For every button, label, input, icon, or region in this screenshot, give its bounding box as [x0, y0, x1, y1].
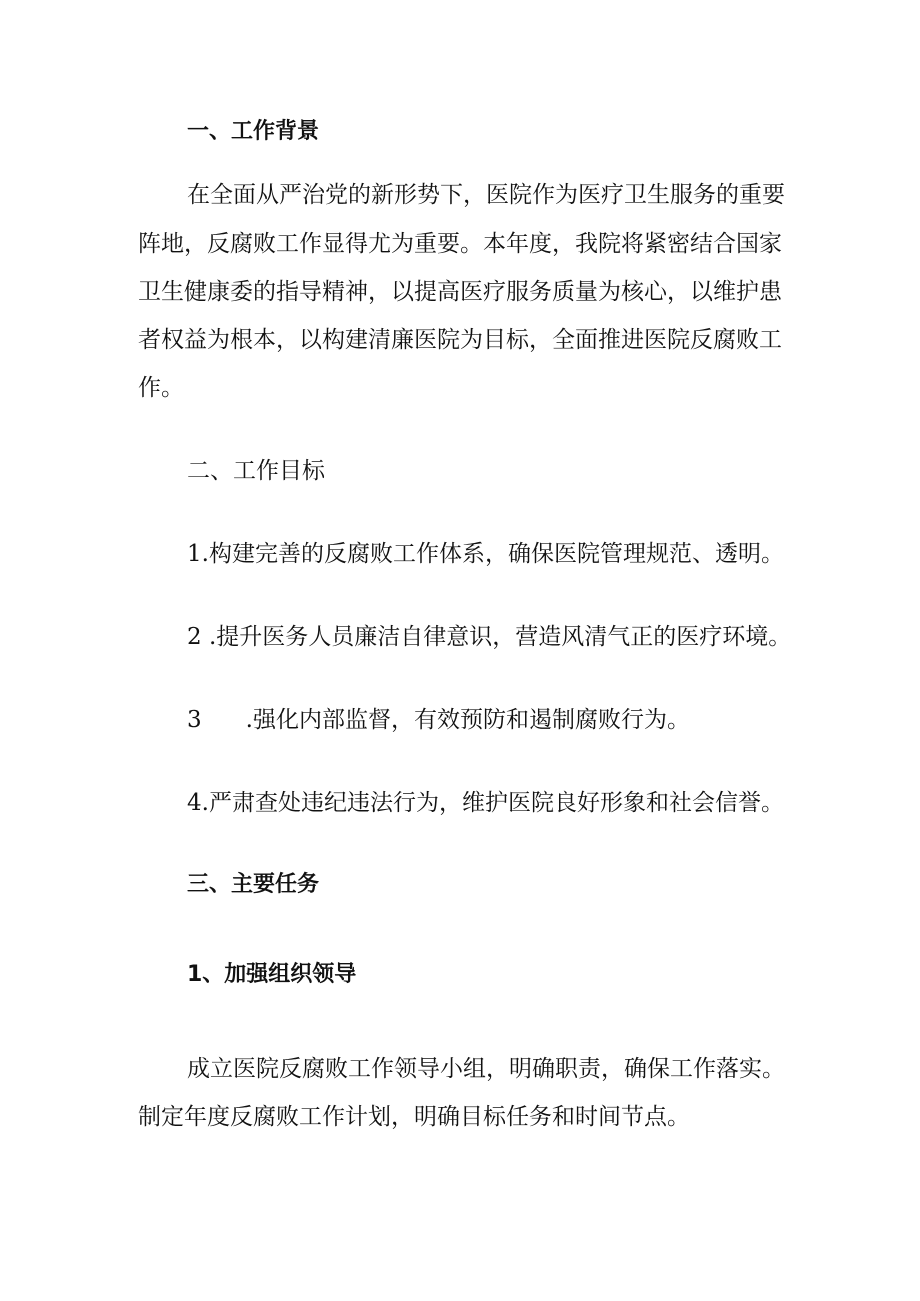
list-item — [187, 788, 784, 818]
list-item — [187, 622, 791, 652]
list-item-number: 4. — [187, 790, 209, 816]
list-item-text: 构建完善的反腐败工作体系，确保医院管理规范、透明。 — [208, 541, 784, 567]
paragraph-line: 在全面从严治党的新形势下，医院作为医疗卫生服务的重要 — [187, 182, 785, 208]
paragraph-line: 制定年度反腐败工作计划，明确目标任务和时间节点。 — [138, 1104, 690, 1130]
paragraph-line: 卫生健康委的指导精神，以提高医疗服务质量为核心，以维护患 — [138, 279, 782, 305]
section-heading-goals: 二、工作目标 — [187, 458, 325, 484]
list-item-number: 3 — [187, 707, 202, 733]
paragraph-line: 者权益为根本，以构建清廉医院为目标，全面推进医院反腐败工 — [138, 327, 782, 353]
paragraph-line: 阵地，反腐败工作显得尤为重要。本年度，我院将紧密结合国家 — [138, 231, 782, 257]
list-item-text: 严肃查处违纪违法行为，维护医院良好形象和社会信誉。 — [208, 790, 784, 816]
list-item-number: 1. — [187, 541, 209, 567]
list-item — [187, 705, 690, 735]
section-heading-background: 一、工作背景 — [187, 119, 320, 144]
list-item-number: 2 . — [187, 624, 217, 650]
subsection-heading-leadership: 1、加强组织领导 — [187, 962, 357, 987]
list-item — [187, 539, 784, 569]
section-heading-tasks: 三、主要任务 — [187, 872, 320, 897]
paragraph-line: 成立医院反腐败工作领导小组，明确职责，确保工作落实。 — [187, 1056, 785, 1082]
paragraph-line: 作。 — [138, 375, 184, 401]
list-item-text: 提升医务人员廉洁自律意识，营造风清气正的医疗环境。 — [216, 624, 792, 650]
list-item-text: .强化内部监督，有效预防和遏制腐败行为。 — [245, 707, 690, 733]
